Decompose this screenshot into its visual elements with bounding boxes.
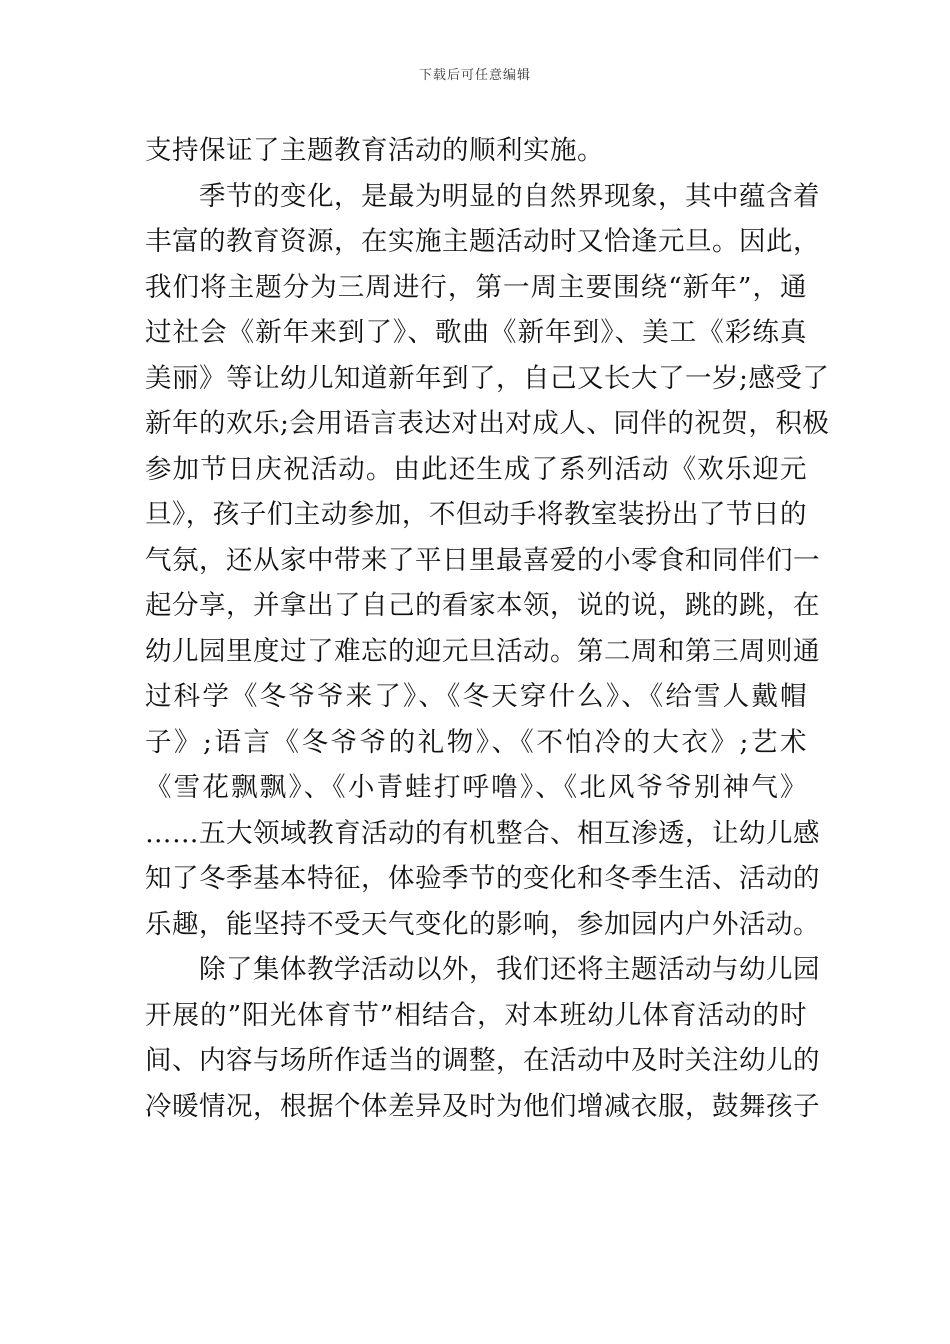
text-line: 过科学《冬爷爷来了》、《冬天穿什么》、《给雪人戴帽 [145,681,807,712]
text-line: 除了集体教学活动以外，我们还将主题活动与幼儿园 [199,954,820,985]
text-line: 旦》，孩子们主动参加，不但动手将教室装扮出了节日的 [145,499,807,530]
text-line: 美丽》等让幼儿知道新年到了，自己又长大了一岁;感受了 [145,362,830,394]
text-line: 开展的”阳光体育节”相结合，对本班幼儿体育活动的时 [145,999,807,1031]
text-line: 《雪花飘飘》、《小青蛙打呼噜》、《北风爷爷别神气》 [145,772,807,803]
text-line: 新年的欢乐;会用语言表达对出对成人、同伴的祝贺，积极 [145,408,830,439]
text-line: 幼儿园里度过了难忘的迎元旦活动。第二周和第三周则通 [145,635,820,667]
text-line: 支持保证了主题教育活动的顺利实施。 [145,135,604,166]
text-line: 起分享，并拿出了自己的看家本领，说的说，跳的跳，在 [145,590,820,621]
text-line: 丰富的教育资源，在实施主题活动时又恰逢元旦。因此， [145,226,820,257]
text-line: 过社会《新年来到了》、歌曲《新年到》、美工《彩练真 [145,317,807,348]
text-line: 知了冬季基本特征，体验季节的变化和冬季生活、活动的 [145,863,820,894]
paragraph-1 [145,128,807,174]
document-body [145,128,830,1129]
text-line: 冷暖情况，根据个体差异及时为他们增减衣服，鼓舞孩子 [145,1090,820,1122]
text-line: 气氛，还从家中带来了平日里最喜爱的小零食和同伴们一 [145,544,820,576]
text-line: ……五大领域教育活动的有机整合、相互渗透，让幼儿感 [145,817,820,849]
text-line: 参加节日庆祝活动。由此还生成了系列活动《欢乐迎元 [145,453,807,485]
text-line: 季节的变化，是最为明显的自然界现象，其中蕴含着 [199,180,820,212]
paragraph-2 [145,174,830,948]
text-line: 子》;语言《冬爷爷的礼物》、《不怕冷的大衣》;艺术 [145,726,807,758]
page-header-note: 下载后可任意编辑 [418,68,531,83]
text-line: 乐趣，能坚持不受天气变化的影响，参加园内户外活动。 [145,908,820,940]
text-line: 我们将主题分为三周进行，第一周主要围绕“新年”，通 [145,271,807,303]
paragraph-3 [145,947,820,1129]
text-line: 间、内容与场所作适当的调整，在活动中及时关注幼儿的 [145,1045,820,1076]
